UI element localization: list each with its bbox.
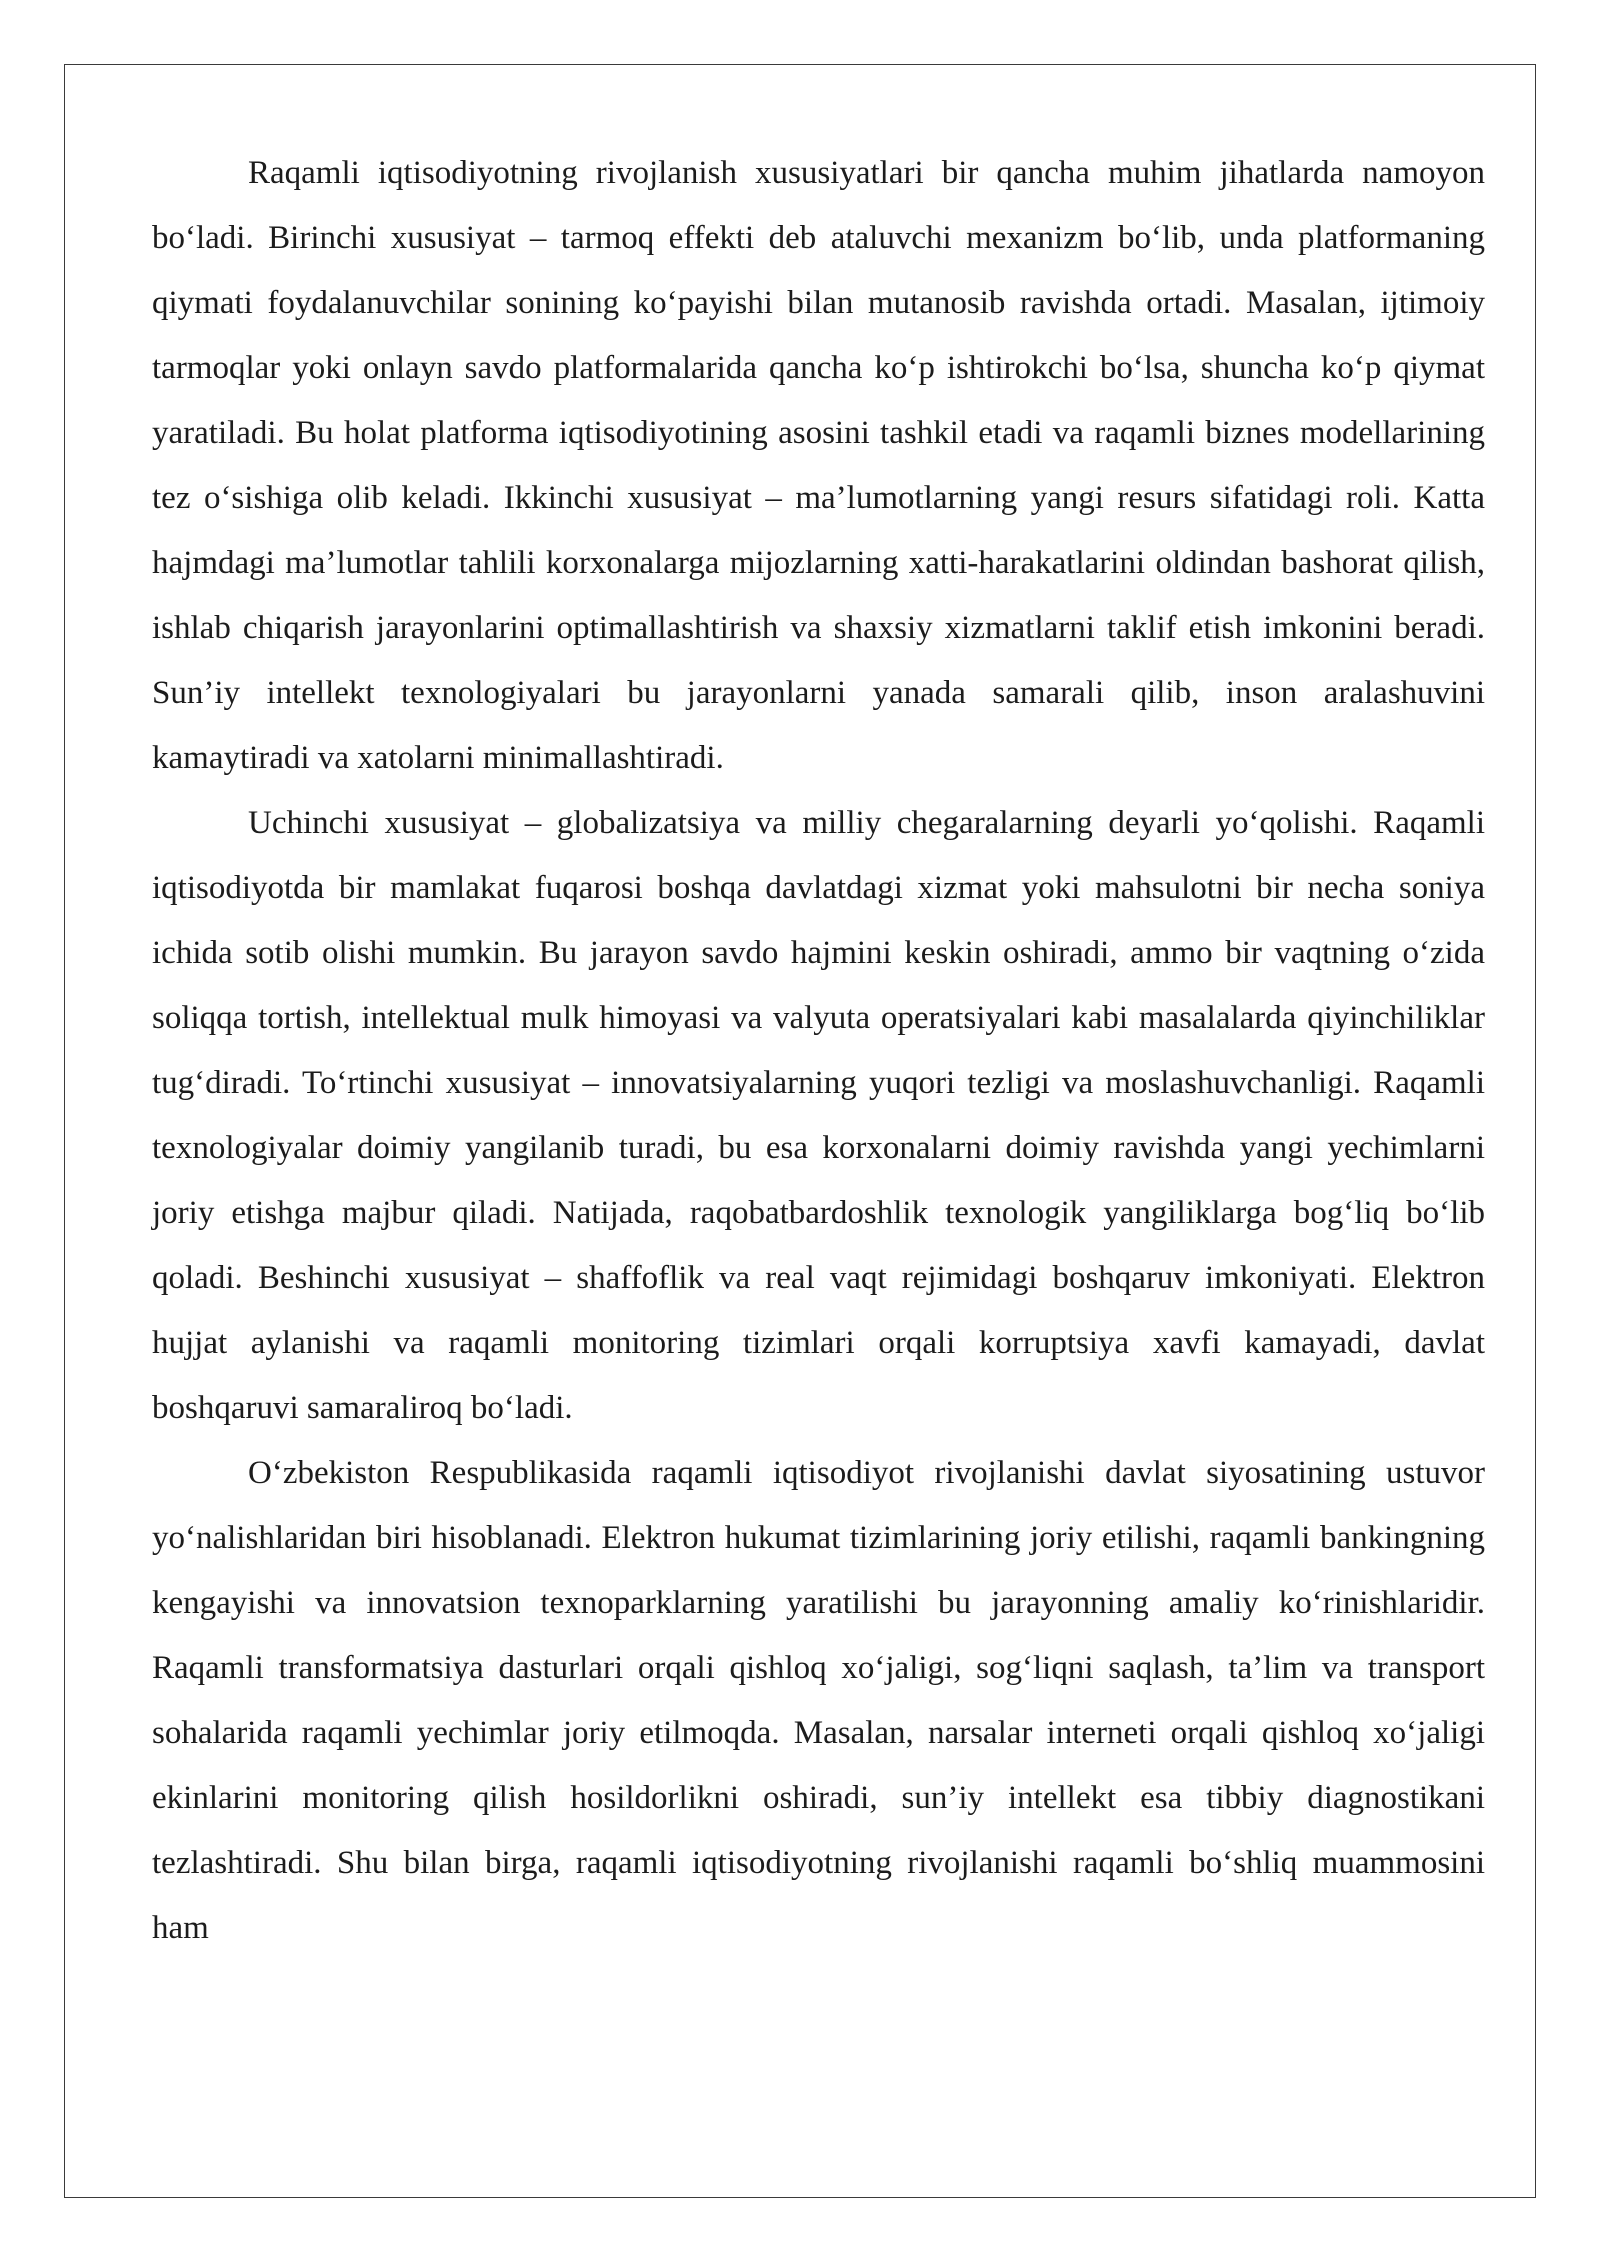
- paragraph-2: Uchinchi xususiyat – globalizatsiya va milliy chegaralarning deyarli yo‘qolishi. Raqamli iqtisodiyotda bir mamlakat fuqarosi boshqa davlatdagi xizmat yoki mahsulotni bir necha soniya ichida sotib olishi mumkin. Bu jarayon savdo hajmini keskin oshiradi, ammo bir vaqtning o‘zida soliqqa tortish, intellektual mulk himoyasi va valyuta operatsiyalari kabi masalalarda qiyinchiliklar tug‘diradi. To‘rtinchi xususiyat – innovatsiyalarning yuqori tezligi va moslashuvchanligi. Raqamli texnologiyalar doimiy yangilanib turadi, bu esa korxonalarni doimiy ravishda yangi yechimlarni joriy etishga majbur qiladi. Natijada, raqobatbardoshlik texnologik yangiliklarga bog‘liq bo‘lib qoladi. Beshinchi xususiyat – shaffoflik va real vaqt rejimidagi boshqaruv imkoniyati. Elektron hujjat aylanishi va raqamli monitoring tizimlari orqali korruptsiya xavfi kamayadi, davlat boshqaruvi samaraliroq bo‘ladi.: [152, 805, 1485, 1426]
- document-body: [152, 141, 1485, 1961]
- paragraph-1: Raqamli iqtisodiyotning rivojlanish xususiyatlari bir qancha muhim jihatlarda namoyon bo‘ladi. Birinchi xususiyat – tarmoq effekti deb ataluvchi mexanizm bo‘lib, unda platformaning qiymati foydalanuvchilar sonining ko‘payishi bilan mutanosib ravishda ortadi. Masalan, ijtimoiy tarmoqlar yoki onlayn savdo platformalarida qancha ko‘p ishtirokchi bo‘lsa, shuncha ko‘p qiymat yaratiladi. Bu holat platforma iqtisodiyotining asosini tashkil etadi va raqamli biznes modellarining tez o‘sishiga olib keladi. Ikkinchi xususiyat – ma’lumotlarning yangi resurs sifatidagi roli. Katta hajmdagi ma’lumotlar tahlili korxonalarga mijozlarning xatti-harakatlarini oldindan bashorat qilish, ishlab chiqarish jarayonlarini optimallashtirish va shaxsiy xizmatlarni taklif etish imkonini beradi. Sun’iy intellekt texnologiyalari bu jarayonlarni yanada samarali qilib, inson aralashuvini kamaytiradi va xatolarni minimallashtiradi.: [152, 155, 1485, 776]
- paragraph-3: O‘zbekiston Respublikasida raqamli iqtisodiyot rivojlanishi davlat siyosatining ustuvor yo‘nalishlaridan biri hisoblanadi. Elektron hukumat tizimlarining joriy etilishi, raqamli bankingning kengayishi va innovatsion texnoparklarning yaratilishi bu jarayonning amaliy ko‘rinishlaridir. Raqamli transformatsiya dasturlari orqali qishloq xo‘jaligi, sog‘liqni saqlash, ta’lim va transport sohalarida raqamli yechimlar joriy etilmoqda. Masalan, narsalar interneti orqali qishloq xo‘jaligi ekinlarini monitoring qilish hosildorlikni oshiradi, sun’iy intellekt esa tibbiy diagnostikani tezlashtiradi. Shu bilan birga, raqamli iqtisodiyotning rivojlanishi raqamli bo‘shliq muammosini ham: [152, 1455, 1485, 1946]
